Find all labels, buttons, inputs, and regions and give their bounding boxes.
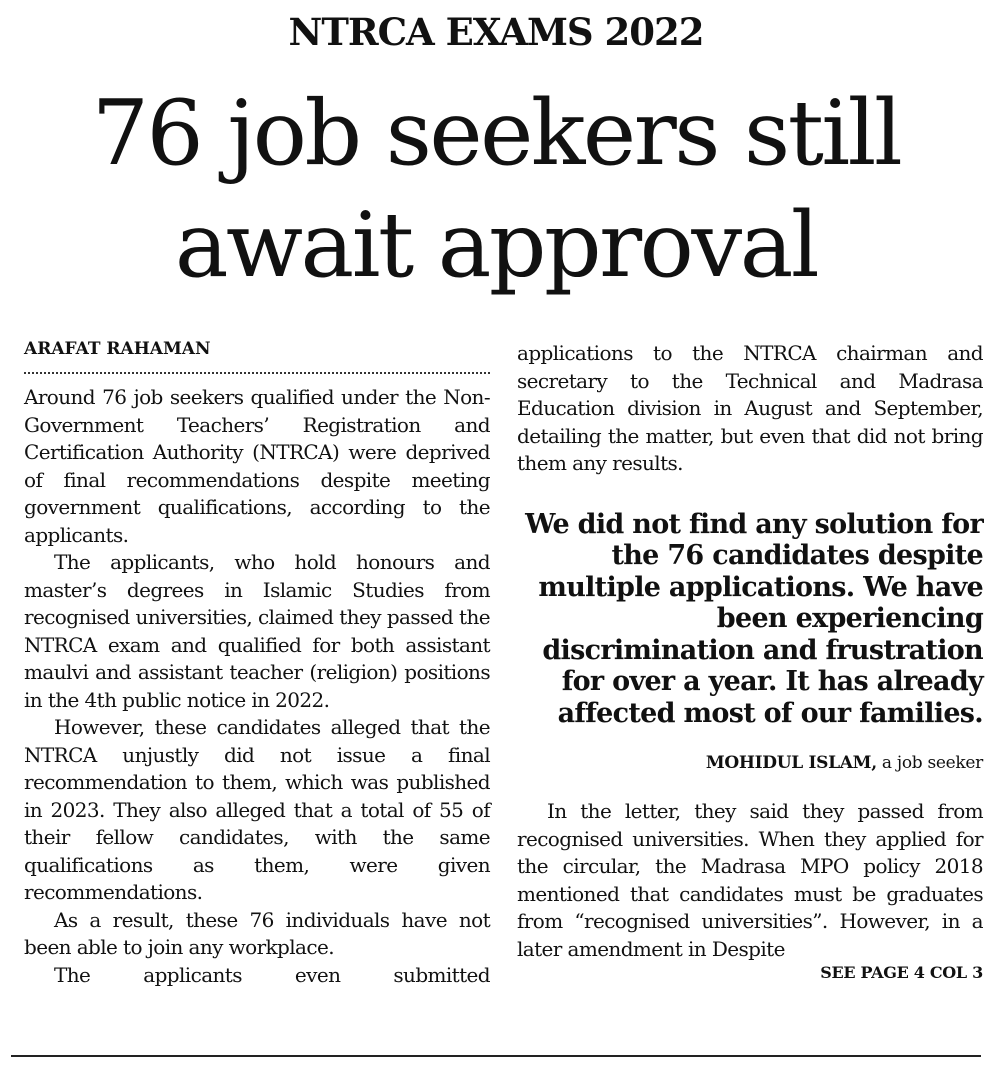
kicker: NTRCA EXAMS 2022 xyxy=(288,10,704,54)
article-column-left xyxy=(24,340,490,989)
quote-attribution xyxy=(517,753,983,773)
paragraph: In the letter, they said they passed from recognised universities. When they applied for the circular, the Madrasa MPO policy 2018 mentioned that candidates must be graduates from “recognised universities”. However, in a later amendment in Despite xyxy=(517,799,983,961)
paragraph: The applicants, who hold honours and master’s degrees in Islamic Studies from recognised universities, claimed they passed the NTRCA exam and qualified for both assistant maulvi and assistant teacher (religion) positions in the 4th public notice in 2022. xyxy=(24,550,490,712)
paragraph: applications to the NTRCA chairman and secretary to the Technical and Madrasa Education division in August and September, detailing the matter, but even that did not bring them any results. xyxy=(517,341,983,475)
pull-quote: We did not find any solution for the 76 candidates despite multiple applications. We have been experiencing discrimination and frustration for over a year. It has already affected most of our families. xyxy=(525,508,983,729)
paragraph: Around 76 job seekers qualified under the Non-Government Teachers’ Registration and Certification Authority (NTRCA) were deprived of final recommendations despite meeting government qualifications, according to the applicants. xyxy=(24,385,490,547)
byline: ARAFAT RAHAMAN xyxy=(24,339,211,359)
continuation-note[interactable]: SEE PAGE 4 COL 3 xyxy=(820,963,983,982)
paragraph: However, these candidates alleged that the NTRCA unjustly did not issue a final recommendation to them, which was published in 2023. They also alleged that a total of 55 of their fellow candidates, with the same qualifications as them, were given recommendations. xyxy=(24,715,490,904)
quote-attribution-name: MOHIDUL ISLAM, xyxy=(705,753,877,773)
article-column-right xyxy=(517,340,983,981)
bottom-rule xyxy=(11,1055,981,1057)
paragraph-continued: The applicants even submitted xyxy=(54,962,490,987)
byline-divider xyxy=(24,372,490,374)
paragraph: As a result, these 76 individuals have not been able to join any workplace. xyxy=(24,907,490,959)
quote-attribution-role: a job seeker xyxy=(876,753,983,773)
headline: 76 job seekers still await approval xyxy=(91,81,901,298)
